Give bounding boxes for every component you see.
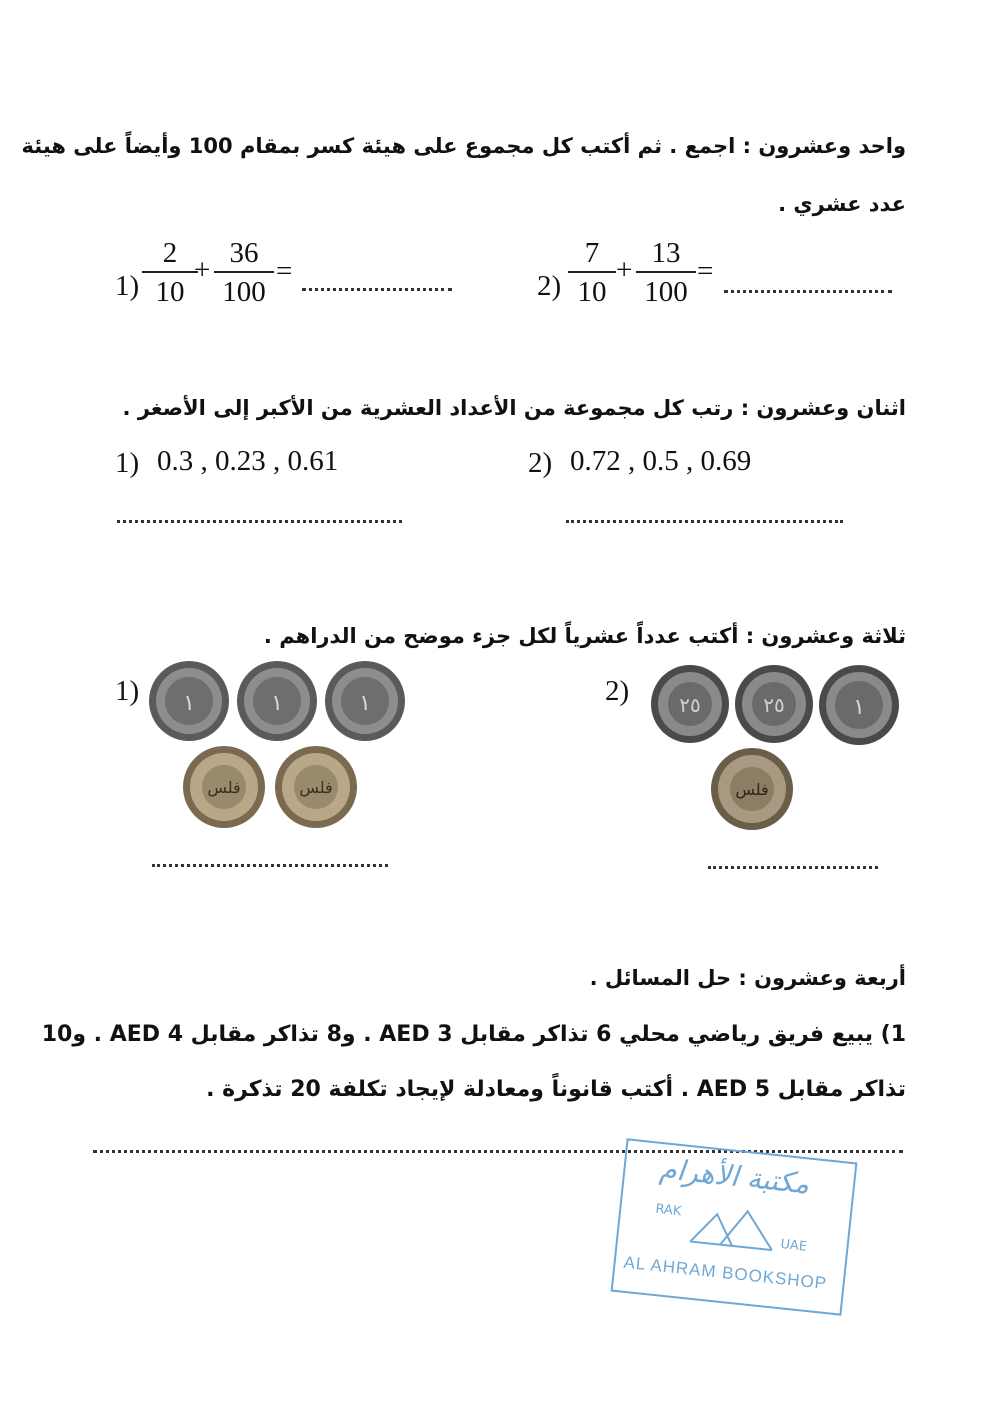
stamp-rak: RAK — [654, 1201, 683, 1220]
q21-p2-fraction-2 — [636, 238, 696, 307]
stamp-uae: UAE — [779, 1236, 808, 1255]
answer-line[interactable] — [152, 864, 388, 867]
q21-instruction-line1: واحد وعشرون : اجمع . ثم أكتب كل مجموع على هيئة كسر بمقام 100 وأيضاً على هيئة — [21, 134, 906, 158]
q24-problem-line2: تذاكر مقابل 5 AED . أكتب قانوناً ومعادلة لإيجاد تكلفة 20 تذكرة . — [206, 1077, 906, 1102]
denominator: 100 — [222, 276, 266, 308]
answer-line[interactable] — [117, 520, 402, 523]
q22-instruction: اثنان وعشرون : رتب كل مجموعة من الأعداد العشرية من الأكبر إلى الأصغر . — [122, 396, 906, 420]
q21-p2-fraction-1 — [568, 238, 616, 307]
fils-coin-icon — [710, 747, 794, 831]
equals-sign: = — [697, 255, 714, 287]
q23-instruction: ثلاثة وعشرون : أكتب عدداً عشرياً لكل جزء موضح من الدراهم . — [263, 624, 906, 648]
pyramid-icon — [686, 1199, 780, 1254]
svg-text:١: ١ — [183, 691, 195, 716]
q21-p2-label: 2) — [537, 270, 562, 302]
q24-problem-line1: 1) يبيع فريق رياضي محلي 6 تذاكر مقابل 3 AED . و8 تذاكر مقابل 4 AED . و10 — [41, 1022, 906, 1047]
numerator: 36 — [229, 237, 259, 269]
svg-text:١: ١ — [271, 691, 283, 716]
bookshop-stamp — [611, 1138, 858, 1315]
q23-p2-label: 2) — [605, 675, 630, 707]
dirham-coin-icon — [236, 660, 318, 742]
dirham-coin-icon — [324, 660, 406, 742]
q22-p1-label: 1) — [115, 447, 140, 479]
denominator: 100 — [644, 276, 688, 308]
dirham-coin-icon — [148, 660, 230, 742]
plus-sign: + — [616, 254, 633, 286]
svg-text:٢٥: ٢٥ — [679, 693, 701, 717]
answer-line[interactable] — [302, 288, 452, 291]
q21-p1-label: 1) — [115, 270, 140, 302]
plus-sign: + — [194, 254, 211, 286]
q21-p1-fraction-2 — [214, 238, 274, 307]
fils-coin-icon — [274, 745, 358, 829]
fraction-bar — [568, 271, 616, 273]
q24-instruction: أربعة وعشرون : حل المسائل . — [589, 966, 906, 990]
25-fils-coin-icon — [650, 664, 730, 744]
svg-text:فلس: فلس — [735, 780, 769, 799]
svg-text:١: ١ — [853, 695, 865, 720]
denominator: 10 — [577, 276, 607, 308]
fraction-bar — [214, 271, 274, 273]
q22-p2-values: 0.72 , 0.5 , 0.69 — [570, 445, 752, 477]
denominator: 10 — [155, 276, 185, 308]
q21-p1-fraction-1 — [142, 238, 198, 307]
svg-text:فلس: فلس — [299, 778, 333, 797]
fraction-bar — [142, 271, 198, 273]
answer-line[interactable] — [566, 520, 843, 523]
numerator: 7 — [584, 237, 600, 269]
numerator: 13 — [651, 237, 681, 269]
q22-p2-label: 2) — [528, 447, 553, 479]
q23-p1-label: 1) — [115, 675, 140, 707]
stamp-english-name: AL AHRAM BOOKSHOP — [622, 1252, 828, 1293]
q21-instruction-line2: عدد عشري . — [778, 192, 906, 216]
answer-line[interactable] — [93, 1150, 903, 1153]
answer-line[interactable] — [708, 866, 878, 869]
fraction-bar — [636, 271, 696, 273]
q22-p1-values: 0.3 , 0.23 , 0.61 — [157, 445, 339, 477]
answer-line[interactable] — [724, 290, 892, 293]
svg-text:فلس: فلس — [207, 778, 241, 797]
fils-coin-icon — [182, 745, 266, 829]
equals-sign: = — [276, 255, 293, 287]
stamp-arabic-name: مكتبة الأهرام — [657, 1152, 811, 1201]
dirham-coin-icon — [818, 664, 900, 746]
svg-text:١: ١ — [359, 691, 371, 716]
numerator: 2 — [162, 237, 178, 269]
svg-text:٢٥: ٢٥ — [763, 693, 785, 717]
25-fils-coin-icon — [734, 664, 814, 744]
